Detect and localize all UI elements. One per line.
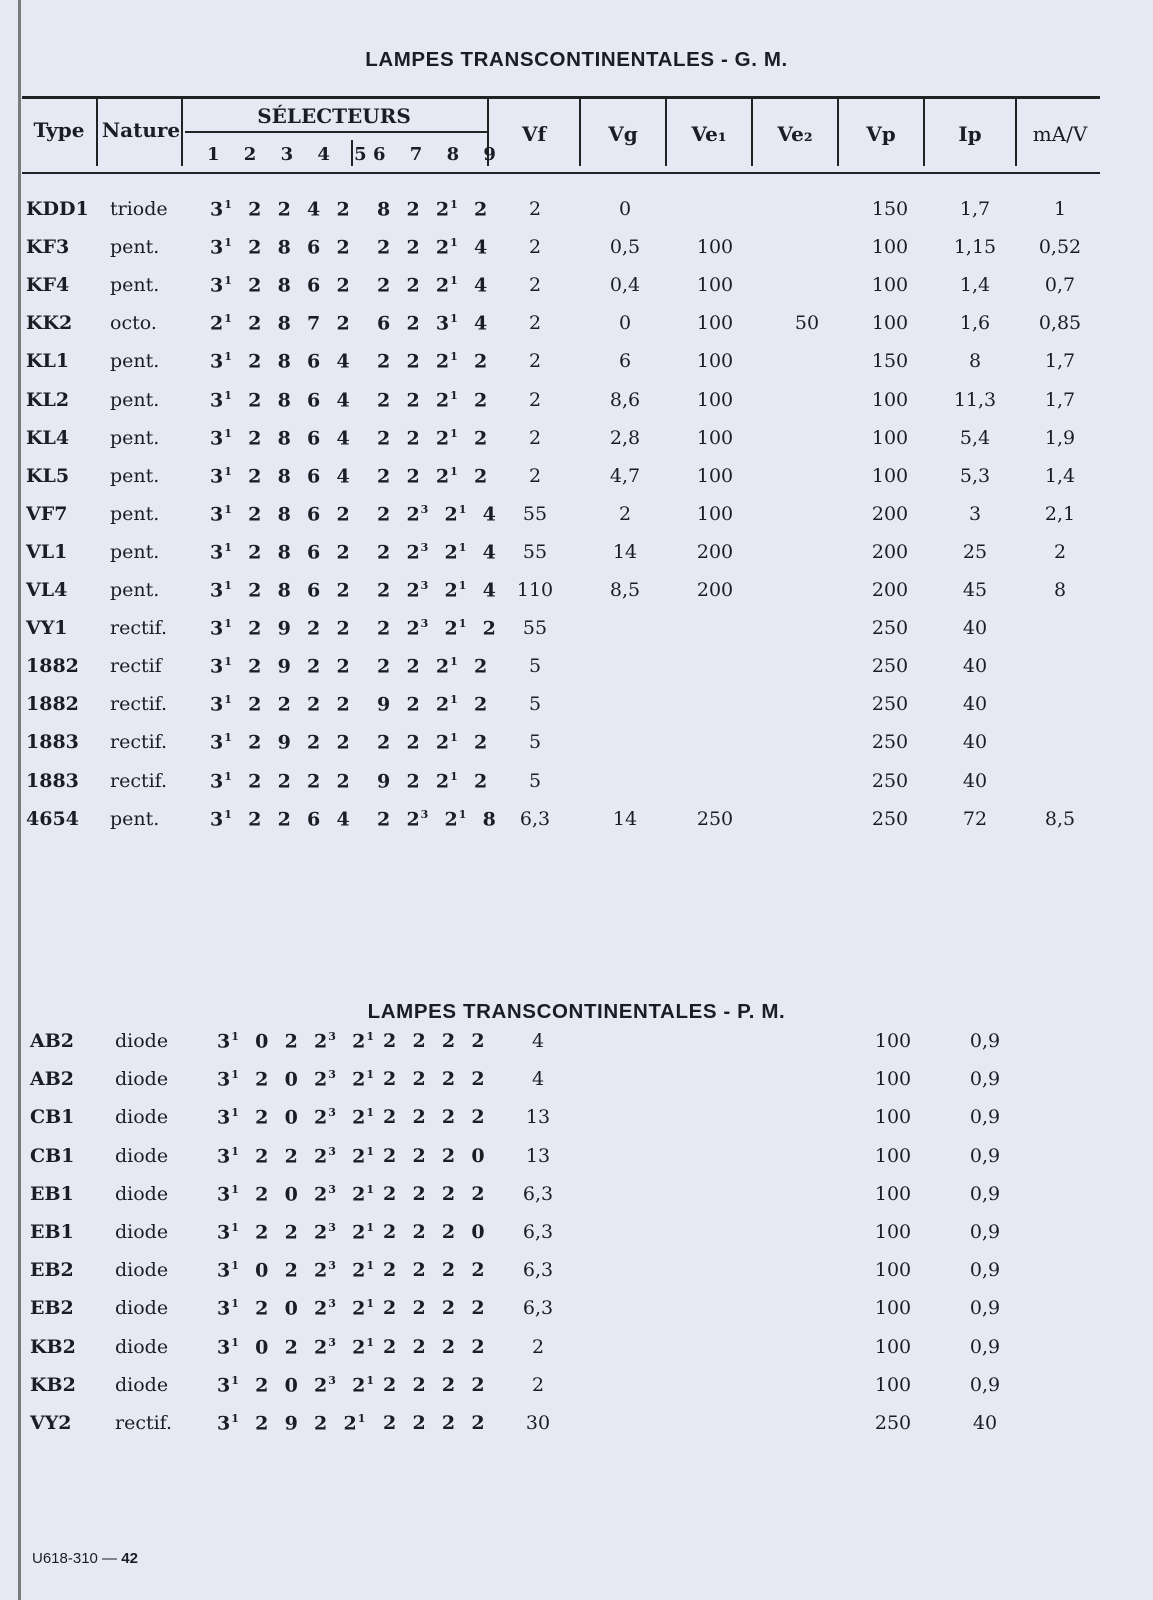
cell-ip: 40 xyxy=(962,693,988,716)
cell-vf: 2 xyxy=(531,1373,545,1396)
cell-vf: 2 xyxy=(528,464,542,487)
cell-vf: 2 xyxy=(528,350,542,373)
cell-vg: 0 xyxy=(618,312,632,335)
cell-nature: pent. xyxy=(110,579,160,601)
cell-selector-b: 2 2 $2^1$ 2 xyxy=(377,731,489,754)
cell-ve1: 100 xyxy=(696,312,734,335)
cell-vp: 250 xyxy=(871,693,909,716)
cell-selector-b: 2 2 $2^1$ 2 xyxy=(377,655,489,678)
cell-vf: 5 xyxy=(528,693,542,716)
cell-vf: 5 xyxy=(528,731,542,754)
header-vg: Vg xyxy=(608,122,638,146)
cell-ve2: 50 xyxy=(794,312,820,335)
cell-vp: 100 xyxy=(874,1106,912,1129)
cell-nature: diode xyxy=(115,1297,169,1320)
cell-ip: 0,9 xyxy=(969,1144,1001,1167)
cell-type: VY1 xyxy=(26,617,68,640)
cell-selector-b: 2 $2^3$ $2^1$ 4 xyxy=(377,579,497,602)
cell-mav: 2,1 xyxy=(1044,502,1076,525)
cell-nature: diode xyxy=(115,1144,169,1167)
cell-selector-a: $3^1$ 2 0 $2^3$ $2^1$ xyxy=(217,1106,376,1129)
cell-ip: 0,9 xyxy=(969,1030,1001,1052)
cell-type: 1882 xyxy=(26,693,79,716)
cell-type: KF3 xyxy=(26,236,70,259)
cell-nature: pent. xyxy=(110,426,160,449)
cell-ip: 0,9 xyxy=(969,1106,1001,1129)
cell-vp: 100 xyxy=(874,1182,912,1205)
cell-selector-b: 2 2 2 0 xyxy=(383,1144,486,1167)
cell-vf: 6,3 xyxy=(519,807,551,830)
cell-selector-a: $3^1$ 2 8 6 2 xyxy=(210,502,351,526)
cell-vp: 100 xyxy=(874,1259,912,1282)
cell-type: EB2 xyxy=(30,1259,74,1282)
cell-ip: 1,7 xyxy=(959,198,991,220)
cell-ip: 1,4 xyxy=(959,274,991,297)
cell-vf: 55 xyxy=(522,502,548,525)
header-type: Type xyxy=(33,118,85,142)
cell-ip: 40 xyxy=(962,731,988,754)
cell-vp: 100 xyxy=(871,426,909,449)
section-title-gm: LAMPES TRANSCONTINENTALES - G. M. xyxy=(365,48,788,71)
cell-vg: 0 xyxy=(618,198,632,220)
cell-ip: 5,4 xyxy=(959,426,991,449)
cell-nature: pent. xyxy=(110,464,160,487)
cell-vf: 4 xyxy=(531,1068,545,1091)
cell-type: KL2 xyxy=(26,388,70,411)
cell-selector-a: $3^1$ 2 0 $2^3$ $2^1$ xyxy=(217,1068,376,1091)
cell-nature: pent. xyxy=(110,236,160,259)
cell-vf: 6,3 xyxy=(522,1297,554,1320)
footer-code: U618-310 — xyxy=(32,1550,118,1567)
cell-vg: 2 xyxy=(618,502,632,525)
cell-ip: 5,3 xyxy=(959,464,991,487)
cell-vp: 100 xyxy=(874,1144,912,1167)
cell-selector-b: 2 2 $2^1$ 4 xyxy=(377,274,489,297)
cell-vf: 5 xyxy=(528,655,542,678)
cell-selector-b: 9 2 $2^1$ 2 xyxy=(377,693,489,716)
cell-ip: 0,9 xyxy=(969,1335,1001,1358)
cell-nature: pent. xyxy=(110,502,160,525)
cell-vf: 5 xyxy=(528,769,542,792)
cell-selector-a: $3^1$ 2 9 2 2 xyxy=(210,731,351,754)
cell-vp: 100 xyxy=(874,1030,912,1052)
cell-vp: 250 xyxy=(871,617,909,640)
cell-vp: 200 xyxy=(871,579,909,601)
cell-type: KL5 xyxy=(26,464,70,487)
cell-selector-a: $3^1$ 2 2 4 2 xyxy=(210,198,351,221)
header-ve1: Ve₁ xyxy=(691,122,727,146)
cell-selector-b: 6 2 $3^1$ 4 xyxy=(377,312,489,335)
cell-vp: 100 xyxy=(874,1297,912,1320)
cell-ip: 40 xyxy=(972,1412,998,1434)
cell-vf: 110 xyxy=(516,579,554,601)
page-footer xyxy=(32,1550,138,1567)
cell-type: AB2 xyxy=(30,1068,75,1091)
cell-selector-a: $3^1$ 2 9 2 2 xyxy=(210,655,351,678)
cell-vf: 6,3 xyxy=(522,1221,554,1243)
section-title-pm: LAMPES TRANSCONTINENTALES - P. M. xyxy=(367,1000,786,1023)
cell-mav: 1,9 xyxy=(1044,426,1076,449)
cell-type: VL4 xyxy=(26,579,68,601)
cell-ip: 0,9 xyxy=(969,1068,1001,1091)
cell-ip: 40 xyxy=(962,769,988,792)
header-ip: Ip xyxy=(958,122,982,146)
cell-type: VF7 xyxy=(26,502,68,525)
cell-selector-b: 2 2 2 2 xyxy=(383,1030,486,1052)
cell-nature: diode xyxy=(115,1373,169,1396)
cell-nature: triode xyxy=(110,198,168,220)
cell-selector-a: $3^1$ 2 2 2 2 xyxy=(210,769,351,792)
cell-selector-b: 2 $2^3$ $2^1$ 4 xyxy=(377,540,497,564)
cell-selector-b: 2 2 $2^1$ 4 xyxy=(377,236,489,259)
cell-selector-b: 2 $2^3$ $2^1$ 2 xyxy=(377,617,497,640)
header-vf: Vf xyxy=(521,122,547,146)
cell-mav: 1 xyxy=(1053,198,1067,220)
cell-vg: 14 xyxy=(612,807,638,830)
cell-ve1: 100 xyxy=(696,236,734,259)
cell-nature: pent. xyxy=(110,540,160,563)
cell-selector-a: $3^1$ 2 8 6 4 xyxy=(210,388,351,411)
cell-selector-b: 2 2 2 2 xyxy=(383,1259,486,1282)
cell-vp: 100 xyxy=(871,236,909,259)
cell-vf: 2 xyxy=(528,426,542,449)
cell-nature: rectif. xyxy=(110,769,168,792)
cell-nature: rectif. xyxy=(115,1412,173,1434)
cell-type: 1883 xyxy=(26,769,79,792)
cell-ip: 0,9 xyxy=(969,1221,1001,1243)
cell-nature: diode xyxy=(115,1030,169,1052)
cell-type: AB2 xyxy=(30,1030,75,1052)
cell-vp: 100 xyxy=(874,1068,912,1091)
cell-type: VL1 xyxy=(26,540,68,563)
header-sel-b: 6 7 8 9 xyxy=(373,144,505,165)
cell-vp: 100 xyxy=(871,388,909,411)
cell-selector-a: $3^1$ 2 2 2 2 xyxy=(210,693,351,716)
cell-ip: 72 xyxy=(962,807,988,830)
cell-selector-a: $3^1$ 2 9 2 2 xyxy=(210,617,351,640)
cell-vp: 250 xyxy=(871,655,909,678)
cell-nature: diode xyxy=(115,1335,169,1358)
cell-vg: 8,5 xyxy=(609,579,641,601)
cell-selector-a: $3^1$ 2 8 6 4 xyxy=(210,426,351,449)
cell-vp: 200 xyxy=(871,502,909,525)
cell-selector-b: 2 2 2 2 xyxy=(383,1335,486,1358)
cell-vp: 200 xyxy=(871,540,909,563)
cell-nature: diode xyxy=(115,1106,169,1129)
cell-type: KB2 xyxy=(30,1373,76,1396)
cell-vf: 6,3 xyxy=(522,1259,554,1282)
cell-selector-b: 2 $2^3$ $2^1$ 8 xyxy=(377,807,497,830)
cell-vf: 30 xyxy=(525,1412,551,1434)
cell-selector-a: $3^1$ 2 8 6 2 xyxy=(210,579,351,602)
cell-selector-b: 2 2 $2^1$ 2 xyxy=(377,426,489,449)
cell-mav: 1,4 xyxy=(1044,464,1076,487)
cell-nature: diode xyxy=(115,1182,169,1205)
header-selecteurs: SÉLECTEURS xyxy=(257,104,411,128)
cell-ve1: 100 xyxy=(696,350,734,373)
cell-vp: 100 xyxy=(874,1335,912,1358)
cell-nature: pent. xyxy=(110,274,160,297)
cell-ip: 1,15 xyxy=(953,236,997,259)
cell-mav: 8,5 xyxy=(1044,807,1076,830)
cell-selector-b: 2 2 2 2 xyxy=(383,1068,486,1091)
cell-type: CB1 xyxy=(30,1106,75,1129)
header-nature: Nature xyxy=(101,118,181,142)
cell-ip: 8 xyxy=(968,350,982,373)
cell-mav: 0,7 xyxy=(1044,274,1076,297)
col-divider xyxy=(96,98,98,166)
cell-nature: rectif. xyxy=(110,693,168,716)
cell-vf: 2 xyxy=(528,274,542,297)
cell-mav: 0,52 xyxy=(1038,236,1082,259)
cell-type: KK2 xyxy=(26,312,73,335)
cell-ip: 0,9 xyxy=(969,1373,1001,1396)
cell-mav: 0,85 xyxy=(1038,312,1082,335)
cell-vg: 4,7 xyxy=(609,464,641,487)
cell-selector-a: $3^1$ 2 9 2 $2^1$ xyxy=(217,1412,367,1435)
cell-vp: 150 xyxy=(871,198,909,220)
cell-ve1: 200 xyxy=(696,540,734,563)
cell-vg: 0,5 xyxy=(609,236,641,259)
selecteurs-rule xyxy=(185,131,487,133)
cell-vg: 14 xyxy=(612,540,638,563)
cell-vp: 250 xyxy=(871,731,909,754)
cell-vp: 100 xyxy=(871,274,909,297)
cell-selector-b: 8 2 $2^1$ 2 xyxy=(377,198,489,221)
cell-selector-b: 9 2 $2^1$ 2 xyxy=(377,769,489,792)
cell-selector-a: $3^1$ 0 2 $2^3$ $2^1$ xyxy=(217,1335,376,1358)
cell-vp: 250 xyxy=(874,1412,912,1434)
cell-selector-a: $3^1$ 0 2 $2^3$ $2^1$ xyxy=(217,1259,376,1282)
cell-vp: 100 xyxy=(871,464,909,487)
cell-ve1: 100 xyxy=(696,426,734,449)
cell-ip: 1,6 xyxy=(959,312,991,335)
cell-selector-b: 2 2 2 2 xyxy=(383,1182,486,1205)
cell-selector-b: 2 2 2 2 xyxy=(383,1373,486,1396)
cell-vp: 150 xyxy=(871,350,909,373)
cell-selector-b: 2 2 $2^1$ 2 xyxy=(377,388,489,411)
cell-vf: 55 xyxy=(522,540,548,563)
cell-selector-a: $3^1$ 2 2 $2^3$ $2^1$ xyxy=(217,1221,376,1244)
header-mav: mA/V xyxy=(1032,122,1088,146)
cell-nature: diode xyxy=(115,1259,169,1282)
cell-vf: 2 xyxy=(528,388,542,411)
cell-selector-a: $3^1$ 2 0 $2^3$ $2^1$ xyxy=(217,1373,376,1397)
cell-type: EB2 xyxy=(30,1297,74,1320)
cell-type: KDD1 xyxy=(26,198,89,220)
cell-nature: diode xyxy=(115,1068,169,1091)
cell-vp: 100 xyxy=(874,1221,912,1243)
cell-ip: 25 xyxy=(962,540,988,563)
cell-ve1: 100 xyxy=(696,274,734,297)
cell-mav: 2 xyxy=(1053,540,1067,563)
cell-selector-a: $3^1$ 2 8 6 2 xyxy=(210,236,351,259)
header-top-rule xyxy=(22,96,1100,99)
cell-vf: 2 xyxy=(528,198,542,220)
cell-vp: 250 xyxy=(871,807,909,830)
cell-type: KL1 xyxy=(26,350,70,373)
cell-selector-b: 2 2 2 0 xyxy=(383,1221,486,1243)
cell-selector-b: 2 2 $2^1$ 2 xyxy=(377,350,489,373)
cell-ip: 0,9 xyxy=(969,1259,1001,1282)
cell-selector-a: $3^1$ 2 2 $2^3$ $2^1$ xyxy=(217,1144,376,1167)
cell-nature: diode xyxy=(115,1221,169,1243)
header-sel-a: 1 2 3 4 5 xyxy=(207,144,376,165)
cell-vf: 55 xyxy=(522,617,548,640)
cell-vf: 4 xyxy=(531,1030,545,1052)
cell-ip: 0,9 xyxy=(969,1297,1001,1320)
cell-ip: 0,9 xyxy=(969,1182,1001,1205)
cell-ip: 40 xyxy=(962,655,988,678)
page-spine xyxy=(18,0,21,1600)
cell-ip: 45 xyxy=(962,579,988,601)
cell-type: KB2 xyxy=(30,1335,76,1358)
cell-selector-a: $3^1$ 2 0 $2^3$ $2^1$ xyxy=(217,1182,376,1206)
cell-type: KL4 xyxy=(26,426,70,449)
cell-type: EB1 xyxy=(30,1221,74,1243)
cell-nature: pent. xyxy=(110,350,160,373)
cell-nature: pent. xyxy=(110,807,160,830)
cell-ip: 3 xyxy=(968,502,982,525)
cell-selector-b: 2 $2^3$ $2^1$ 4 xyxy=(377,502,497,526)
cell-type: KF4 xyxy=(26,274,70,297)
cell-nature: rectif. xyxy=(110,617,168,640)
cell-type: 1883 xyxy=(26,731,79,754)
cell-selector-b: 2 2 $2^1$ 2 xyxy=(377,464,489,488)
cell-type: CB1 xyxy=(30,1144,75,1167)
cell-ve1: 250 xyxy=(696,807,734,830)
cell-mav: 8 xyxy=(1053,579,1067,601)
cell-mav: 1,7 xyxy=(1044,350,1076,373)
page-number: 42 xyxy=(121,1550,138,1567)
cell-vp: 100 xyxy=(874,1373,912,1396)
cell-vg: 6 xyxy=(618,350,632,373)
cell-type: EB1 xyxy=(30,1182,74,1205)
cell-selector-a: $3^1$ 2 8 6 4 xyxy=(210,350,351,373)
cell-vf: 2 xyxy=(531,1335,545,1358)
cell-ip: 40 xyxy=(962,617,988,640)
header-vp: Vp xyxy=(866,122,896,146)
cell-type: 1882 xyxy=(26,655,79,678)
cell-nature: pent. xyxy=(110,388,160,411)
cell-selector-b: 2 2 2 2 xyxy=(383,1106,486,1129)
cell-vf: 13 xyxy=(525,1144,551,1167)
cell-mav: 1,7 xyxy=(1044,388,1076,411)
cell-type: 4654 xyxy=(26,807,79,830)
cell-ip: 11,3 xyxy=(953,388,997,411)
header-bottom-rule xyxy=(22,172,1100,174)
cell-selector-a: $3^1$ 2 8 6 2 xyxy=(210,540,351,564)
cell-selector-a: $3^1$ 2 0 $2^3$ $2^1$ xyxy=(217,1297,376,1320)
cell-vf: 6,3 xyxy=(522,1182,554,1205)
cell-ve1: 200 xyxy=(696,579,734,601)
cell-nature: rectif. xyxy=(110,731,168,754)
cell-nature: octo. xyxy=(110,312,157,335)
header-ve2: Ve₂ xyxy=(777,122,813,146)
cell-selector-a: $3^1$ 2 8 6 2 xyxy=(210,274,351,297)
cell-selector-a: $3^1$ 2 2 6 4 xyxy=(210,807,351,830)
cell-vg: 2,8 xyxy=(609,426,641,449)
cell-selector-a: $2^1$ 2 8 7 2 xyxy=(210,312,351,335)
cell-ve1: 100 xyxy=(696,464,734,487)
cell-ve1: 100 xyxy=(696,388,734,411)
cell-vf: 13 xyxy=(525,1106,551,1129)
cell-selector-a: $3^1$ 2 8 6 4 xyxy=(210,464,351,488)
cell-selector-b: 2 2 2 2 xyxy=(383,1412,486,1434)
cell-selector-b: 2 2 2 2 xyxy=(383,1297,486,1320)
cell-vf: 2 xyxy=(528,236,542,259)
cell-type: VY2 xyxy=(30,1412,72,1434)
cell-vp: 100 xyxy=(871,312,909,335)
cell-ve1: 100 xyxy=(696,502,734,525)
cell-vp: 250 xyxy=(871,769,909,792)
cell-vg: 8,6 xyxy=(609,388,641,411)
cell-selector-a: $3^1$ 0 2 $2^3$ $2^1$ xyxy=(217,1030,376,1053)
cell-vg: 0,4 xyxy=(609,274,641,297)
cell-nature: rectif xyxy=(110,655,162,678)
cell-vf: 2 xyxy=(528,312,542,335)
